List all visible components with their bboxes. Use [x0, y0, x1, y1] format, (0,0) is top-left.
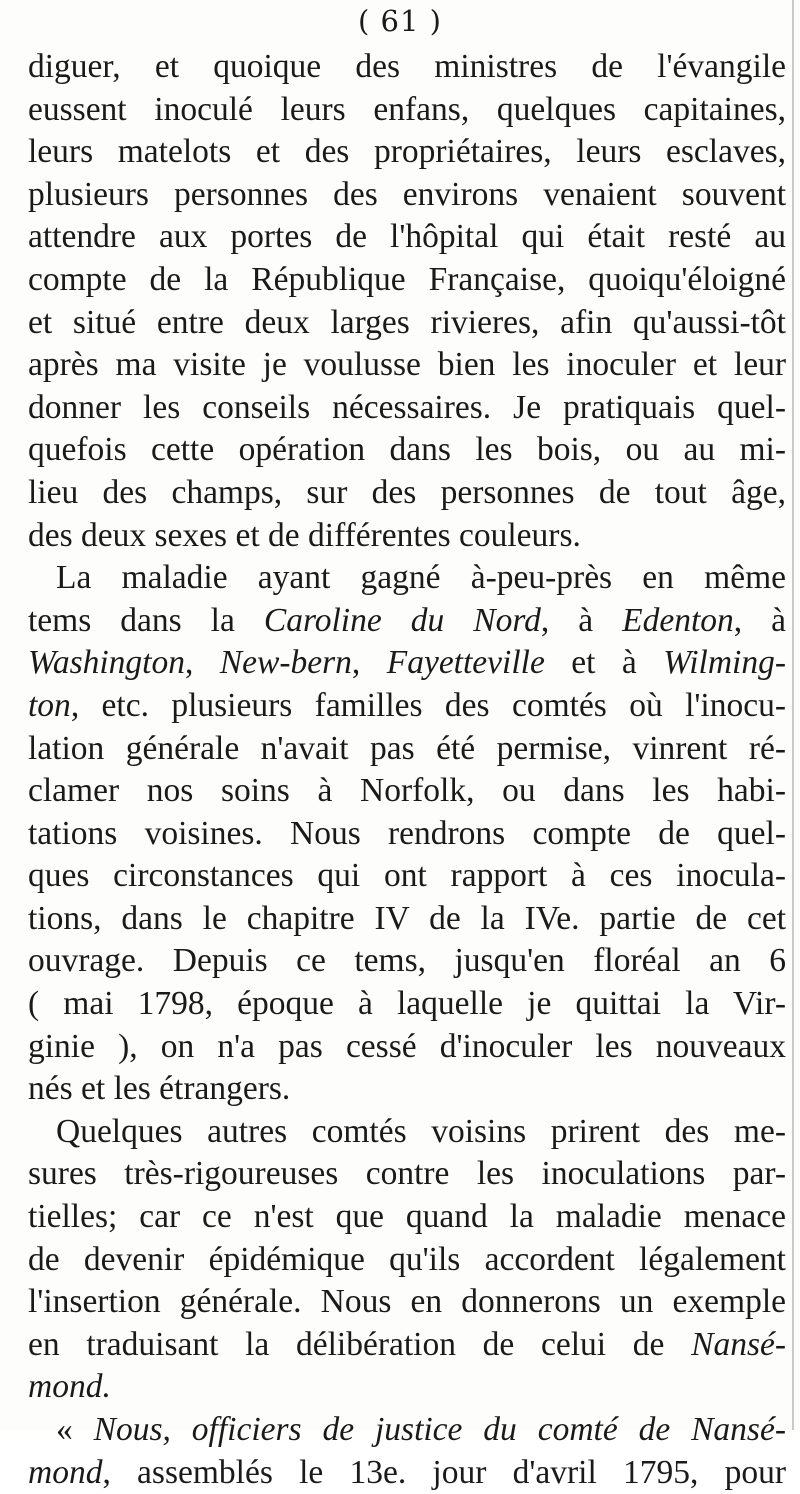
text-run: «	[56, 1411, 94, 1448]
text-run: La maladie ayant gagné à-peu-près en même	[56, 559, 786, 597]
text-run: lation générale n'avait pas été permise, vinrent ré-	[28, 729, 786, 767]
italic-text: Fayetteville	[386, 644, 545, 682]
text-run: compte de la République Française, quoiqu'éloigné	[28, 260, 786, 298]
text-line	[28, 1409, 786, 1452]
text-run: tations voisines. Nous rendrons compte de quel-	[28, 814, 786, 852]
text-run: donner les conseils nécessaires. Je pratiquais quel-	[28, 388, 786, 426]
text-line	[28, 515, 786, 558]
text-line	[28, 600, 786, 643]
text-run: plusieurs personnes des environs venaient souvent	[28, 175, 786, 213]
text-run: des deux sexes et de différentes couleurs.	[28, 516, 581, 554]
italic-text: New-bern	[219, 644, 352, 682]
text-line	[28, 898, 786, 941]
text-line	[28, 131, 786, 174]
text-line	[28, 174, 786, 217]
italic-text: Washington	[28, 644, 185, 682]
text-line	[28, 89, 786, 132]
italic-text: ton	[28, 686, 71, 724]
text-run: ouvrage. Depuis ce tems, jusqu'en floréal an 6	[28, 942, 786, 980]
text-run: , assemblés le 13e. jour d'avril 1795, pour	[102, 1453, 786, 1491]
text-run: Quelques autres comtés voisins prirent des me-	[56, 1112, 786, 1150]
text-run: ginie ), on n'a pas cessé d'inoculer les nouveaux	[28, 1027, 786, 1065]
text-line	[28, 1153, 786, 1196]
text-line	[28, 344, 786, 387]
text-line	[28, 940, 786, 983]
italic-text: mond.	[28, 1368, 111, 1406]
page-edge-line	[792, 0, 794, 1430]
italic-text: Caroline du Nord	[263, 601, 541, 639]
text-line	[28, 728, 786, 771]
text-run: lieu des champs, sur des personnes de tout âge,	[28, 473, 786, 511]
text-run: ,	[184, 644, 220, 682]
text-run: l'insertion générale. Nous en donnerons un exemple	[28, 1283, 786, 1321]
text-run: sures très-rigoureuses contre les inoculations par-	[28, 1155, 786, 1193]
text-run: en traduisant la délibération de celui de	[28, 1325, 692, 1363]
text-line	[28, 855, 786, 898]
text-run: , à	[540, 601, 623, 639]
text-line	[28, 1239, 786, 1282]
text-line	[28, 1196, 786, 1239]
italic-text: mond	[28, 1453, 103, 1491]
text-line	[28, 259, 786, 302]
text-run: tems dans la	[28, 601, 264, 639]
text-line	[28, 1111, 786, 1154]
text-run: diguer, et quoique des ministres de l'évangile	[28, 48, 786, 85]
text-line	[28, 216, 786, 259]
text-run: tions, dans le chapitre IV de la IVe. partie de cet	[28, 899, 786, 937]
text-run: leurs matelots et des propriétaires, leurs esclaves,	[28, 133, 786, 171]
text-run: nés et les étrangers.	[28, 1070, 291, 1108]
text-run: eussent inoculé leurs enfans, quelques capitaines,	[28, 90, 786, 128]
text-run: attendre aux portes de l'hôpital qui était resté au	[28, 218, 786, 256]
text-run: tielles; car ce n'est que quand la maladie menace	[28, 1198, 786, 1236]
text-line	[28, 429, 786, 472]
text-run: et à	[544, 644, 664, 682]
text-line	[28, 1281, 786, 1324]
text-line	[28, 983, 786, 1026]
italic-text: Nansé-	[691, 1325, 786, 1363]
text-run: ( mai 1798, époque à laquelle je quittai la Vir-	[28, 985, 786, 1023]
text-line	[28, 46, 786, 89]
text-line	[28, 1026, 786, 1069]
text-line	[28, 557, 786, 600]
italic-text: Edenton	[622, 601, 734, 639]
body-text	[28, 46, 786, 1494]
text-run: ,	[351, 644, 387, 682]
text-line	[28, 302, 786, 345]
text-run: clamer nos soins à Norfolk, ou dans les habi-	[28, 772, 786, 810]
text-run: , etc. plusieurs familles des comtés où l'inocu-	[70, 686, 786, 724]
text-run: , à	[733, 601, 787, 639]
text-line	[28, 387, 786, 430]
text-line	[28, 1366, 786, 1409]
text-run: ques circonstances qui ont rapport à ces inocula-	[28, 857, 786, 895]
italic-text: Nous, officiers de justice du comté de Nansé-	[93, 1411, 786, 1448]
text-run: quefois cette opération dans les bois, ou au mi-	[28, 431, 786, 469]
text-line	[28, 813, 786, 856]
text-run: de devenir épidémique qu'ils accordent légalement	[28, 1240, 786, 1278]
text-line	[28, 1324, 786, 1367]
text-line	[28, 1068, 786, 1111]
page-number: ( 61 )	[358, 4, 442, 38]
italic-text: Wilming-	[663, 644, 787, 682]
text-line	[28, 685, 786, 728]
text-line	[28, 770, 786, 813]
text-line	[28, 472, 786, 515]
text-run: après ma visite je voulusse bien les inoculer et leur	[28, 346, 786, 384]
text-run: et situé entre deux larges rivieres, afin qu'aussi-tôt	[28, 303, 786, 341]
text-line	[28, 1452, 786, 1494]
text-line	[28, 642, 786, 685]
